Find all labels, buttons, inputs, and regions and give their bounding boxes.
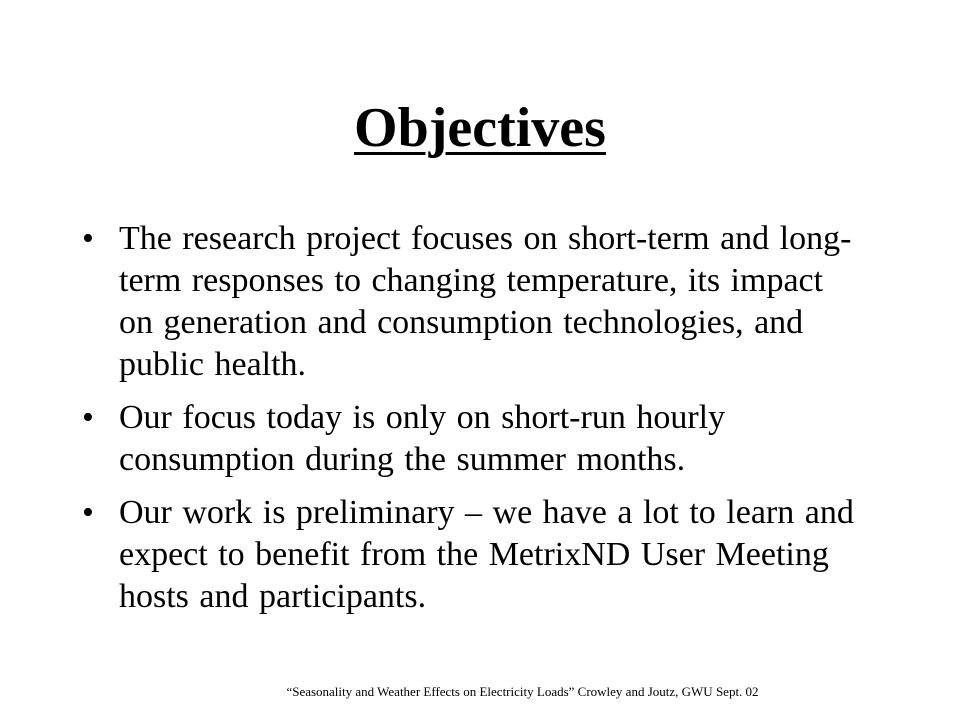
bullet-item bbox=[82, 397, 862, 481]
bullet-item bbox=[82, 492, 862, 618]
bullet-text: Our focus today is only on short-run hourly consumption during the summer months. bbox=[119, 399, 726, 478]
slide-title: Objectives bbox=[354, 97, 606, 159]
bullet-icon: • bbox=[82, 494, 94, 531]
bullet-icon: • bbox=[82, 220, 94, 257]
bullet-item bbox=[82, 218, 862, 386]
bullet-icon: • bbox=[82, 399, 94, 436]
slide-footer: “Seasonality and Weather Effects on Electricity Loads” Crowley and Joutz, GWU Sept. 02 bbox=[286, 684, 759, 699]
bullet-list bbox=[82, 218, 862, 629]
bullet-text: Our work is preliminary – we have a lot to learn and expect to benefit from the MetrixND User Meeting hosts and participants. bbox=[119, 494, 854, 615]
bullet-text: The research project focuses on short-term and long-term responses to changing temperature, its impact on generation and consumption technologies, and public health. bbox=[119, 220, 852, 383]
